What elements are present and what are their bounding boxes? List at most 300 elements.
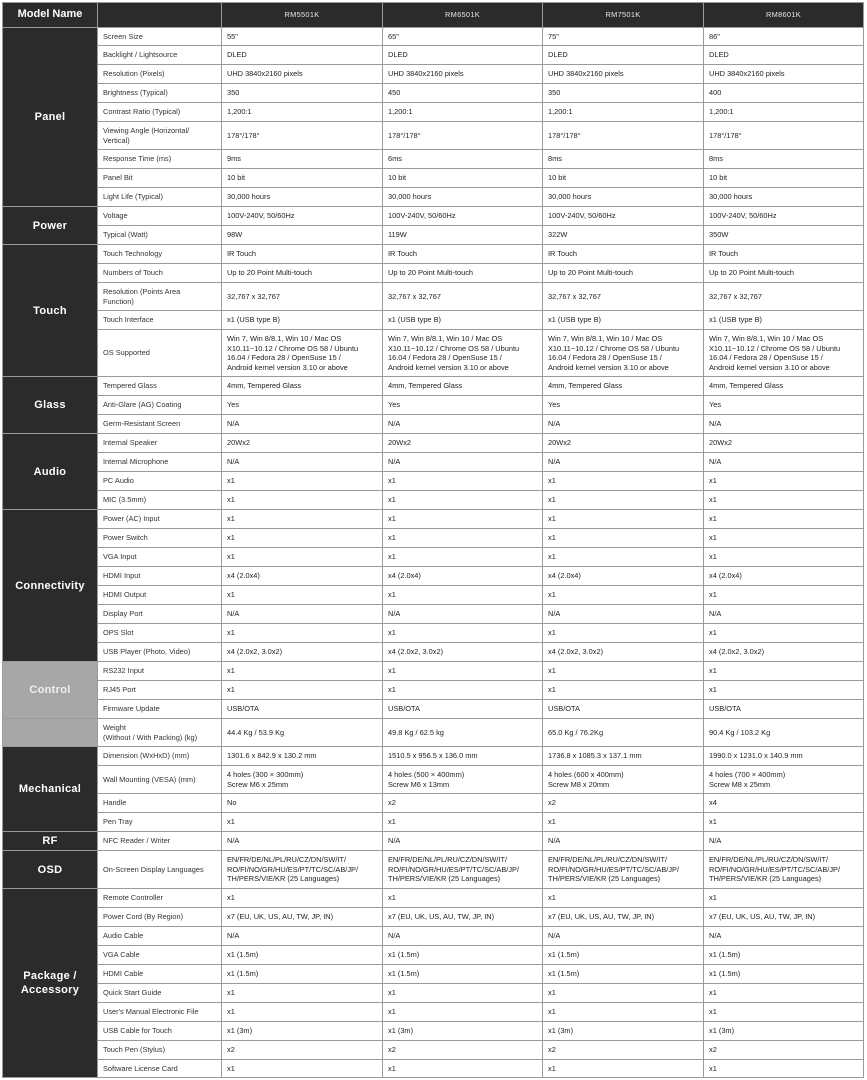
spec-value: x1 (1.5m) [383,965,543,984]
header-row [3,3,864,28]
spec-value: 9ms [222,150,383,169]
spec-label: OPS Slot [98,624,222,643]
spec-label: Touch Pen (Stylus) [98,1041,222,1060]
spec-value: 4mm, Tempered Glass [222,377,383,396]
spec-value: 32,767 x 32,767 [222,283,383,311]
spec-label: Internal Microphone [98,453,222,472]
spec-label: Response Time (ms) [98,150,222,169]
spec-value: x1 [543,984,704,1003]
table-row [3,813,864,832]
spec-value: 4mm, Tempered Glass [704,377,864,396]
spec-value: x7 (EU, UK, US, AU, TW, JP, IN) [704,908,864,927]
spec-value: 75" [543,28,704,46]
spec-label: Dimension (WxHxD) (mm) [98,747,222,766]
spec-label: HDMI Cable [98,965,222,984]
table-row [3,643,864,662]
table-row [3,965,864,984]
spec-value: 20Wx2 [383,434,543,453]
spec-value: x1 [222,1060,383,1078]
spec-value: 65" [383,28,543,46]
spec-label: Display Port [98,605,222,624]
spec-label: Panel Bit [98,169,222,188]
spec-label: Software License Card [98,1060,222,1078]
spec-value: 100V-240V, 50/60Hz [222,207,383,226]
spec-value: 10 bit [704,169,864,188]
spec-label: Audio Cable [98,927,222,946]
spec-value: x1 (USB type B) [222,311,383,330]
spec-value: Up to 20 Point Multi-touch [543,264,704,283]
spec-label: Light Life (Typical) [98,188,222,207]
spec-value: x1 [383,548,543,567]
spec-value: N/A [543,453,704,472]
spec-value: UHD 3840x2160 pixels [383,65,543,84]
table-row [3,311,864,330]
spec-label: Power Switch [98,529,222,548]
spec-label: Brightness (Typical) [98,84,222,103]
table-row [3,984,864,1003]
spec-value: x1 [222,813,383,832]
spec-value: x1 [704,624,864,643]
section-label: Control [3,662,98,719]
spec-value: 30,000 hours [222,188,383,207]
spec-value: x4 (2.0x2, 3.0x2) [543,643,704,662]
spec-value: x1 [543,889,704,908]
table-row [3,122,864,150]
spec-value: x1 [383,681,543,700]
spec-value: 4 holes (600 x 400mm) Screw M8 x 20mm [543,766,704,794]
spec-value: UHD 3840x2160 pixels [222,65,383,84]
spec-label: Contrast Ratio (Typical) [98,103,222,122]
spec-value: x2 [383,1041,543,1060]
spec-value: 350 [543,84,704,103]
spec-value: x4 (2.0x2, 3.0x2) [704,643,864,662]
table-row [3,169,864,188]
spec-value: x1 (USB type B) [383,311,543,330]
spec-value: 350 [222,84,383,103]
spec-value: x1 [704,1003,864,1022]
spec-value: x1 (USB type B) [543,311,704,330]
spec-value: x7 (EU, UK, US, AU, TW, JP, IN) [222,908,383,927]
spec-value: x1 (1.5m) [543,946,704,965]
spec-value: 100V-240V, 50/60Hz [383,207,543,226]
spec-value: 1736.8 x 1085.3 x 137.1 mm [543,747,704,766]
spec-value: x1 (USB type B) [704,311,864,330]
spec-value: x2 [704,1041,864,1060]
model-column-header: RM6501K [383,3,543,28]
spec-value: x1 (1.5m) [704,965,864,984]
spec-value: x1 (1.5m) [222,965,383,984]
section-label: Audio [3,434,98,510]
spec-label: USB Player (Photo, Video) [98,643,222,662]
spec-value: N/A [222,605,383,624]
spec-value: N/A [383,832,543,851]
spec-value: x1 [222,662,383,681]
spec-value: N/A [543,927,704,946]
spec-value: 8ms [704,150,864,169]
spec-label: Firmware Update [98,700,222,719]
section-label: Power [3,207,98,245]
spec-value: 4 holes (500 × 400mm) Screw M6 x 13mm [383,766,543,794]
spec-value: x2 [543,794,704,813]
spec-value: x1 [222,510,383,529]
spec-label: Resolution (Pixels) [98,65,222,84]
spec-value: x1 [704,681,864,700]
spec-value: 100V-240V, 50/60Hz [704,207,864,226]
spec-label: OS Supported [98,330,222,377]
table-row [3,103,864,122]
spec-value: 10 bit [383,169,543,188]
spec-value: x1 [704,984,864,1003]
table-row [3,330,864,377]
spec-value: N/A [222,927,383,946]
spec-value: Win 7, Win 8/8.1, Win 10 / Mac OS X10.11~10.12 / Chrome OS 58 / Ubuntu 16.04 / Fedora 28 / OpenSuse 15 / Android kernel version 3.10 or above [383,330,543,377]
spec-value: x1 [383,1060,543,1078]
table-row [3,700,864,719]
spec-value: x1 [543,548,704,567]
table-row [3,1041,864,1060]
spec-value: x1 [704,510,864,529]
spec-value: 6ms [383,150,543,169]
spec-value: N/A [222,453,383,472]
spec-value: N/A [222,832,383,851]
spec-value: 400 [704,84,864,103]
spec-value: x1 [543,813,704,832]
spec-value: x1 [383,491,543,510]
spec-value: x4 (2.0x4) [383,567,543,586]
spec-value: x1 (1.5m) [704,946,864,965]
spec-value: x1 [383,662,543,681]
spec-value: 1,200:1 [383,103,543,122]
spec-value: 1510.5 x 956.5 x 136.0 mm [383,747,543,766]
spec-value: 178°/178° [383,122,543,150]
table-row [3,415,864,434]
spec-label: HDMI Input [98,567,222,586]
spec-value: x4 (2.0x2, 3.0x2) [222,643,383,662]
spec-value: x1 [222,984,383,1003]
spec-value: EN/FR/DE/NL/PL/RU/CZ/DN/SW/IT/ RO/FI/NO/GR/HU/ES/PT/TC/SC/AB/JP/ TH/PERS/VIE/KR (25 Languages) [383,851,543,889]
spec-value: x1 [543,586,704,605]
spec-value: 65.0 Kg / 76.2Kg [543,719,704,747]
spec-table [2,2,864,1078]
spec-value: N/A [543,605,704,624]
spec-label: NFC Reader / Writer [98,832,222,851]
spec-value: IR Touch [543,245,704,264]
spec-value: x1 (3m) [543,1022,704,1041]
table-row [3,283,864,311]
spec-value: Up to 20 Point Multi-touch [383,264,543,283]
table-row [3,377,864,396]
spec-value: 55" [222,28,383,46]
table-row [3,766,864,794]
table-row [3,586,864,605]
spec-label: Tempered Glass [98,377,222,396]
spec-value: 30,000 hours [383,188,543,207]
spec-value: Yes [383,396,543,415]
spec-value: x1 [222,491,383,510]
spec-label: Resolution (Points Area Function) [98,283,222,311]
spec-value: x1 [543,529,704,548]
spec-label: Handle [98,794,222,813]
section-label: Glass [3,377,98,434]
spec-value: x1 [543,510,704,529]
spec-value: x1 [704,548,864,567]
spec-value: N/A [704,605,864,624]
spec-value: 44.4 Kg / 53.9 Kg [222,719,383,747]
spec-value: 100V-240V, 50/60Hz [543,207,704,226]
section-label: RF [3,832,98,851]
table-row [3,188,864,207]
spec-value: x1 [543,1060,704,1078]
spec-value: Win 7, Win 8/8.1, Win 10 / Mac OS X10.11~10.12 / Chrome OS 58 / Ubuntu 16.04 / Fedora 28 / OpenSuse 15 / Android kernel version 3.10 or above [704,330,864,377]
spec-value: N/A [383,605,543,624]
section-label: Mechanical [3,747,98,832]
spec-value: x1 (1.5m) [222,946,383,965]
spec-value: x2 [543,1041,704,1060]
table-row [3,719,864,747]
spec-value: 322W [543,226,704,245]
spec-value: Yes [222,396,383,415]
model-column-header: RM5501K [222,3,383,28]
spec-value: x4 (2.0x4) [543,567,704,586]
spec-label: Numbers of Touch [98,264,222,283]
spec-value: x4 [704,794,864,813]
spec-value: 32,767 x 32,767 [543,283,704,311]
table-row [3,529,864,548]
model-name-header: Model Name [3,3,98,28]
spec-value: N/A [383,415,543,434]
table-row [3,908,864,927]
spec-value: 86" [704,28,864,46]
section-label: Connectivity [3,510,98,662]
table-row [3,226,864,245]
spec-label: Power Cord (By Region) [98,908,222,927]
spec-value: USB/OTA [383,700,543,719]
label-column-header [98,3,222,28]
spec-label: MIC (3.5mm) [98,491,222,510]
spec-value: x1 [704,889,864,908]
spec-value: N/A [704,832,864,851]
section-label: OSD [3,851,98,889]
spec-value: x1 [704,1060,864,1078]
spec-value: x1 [543,662,704,681]
spec-value: x1 [222,1003,383,1022]
table-row [3,946,864,965]
spec-value: x1 [704,529,864,548]
spec-value: 350W [704,226,864,245]
spec-label: Viewing Angle (Horizontal/ Vertical) [98,122,222,150]
spec-label: HDMI Output [98,586,222,605]
table-row [3,472,864,491]
spec-value: DLED [704,46,864,65]
spec-value: 1,200:1 [704,103,864,122]
spec-value: 4 holes (300 × 300mm) Screw M6 x 25mm [222,766,383,794]
spec-value: 30,000 hours [704,188,864,207]
table-row [3,605,864,624]
spec-label: Power (AC) Input [98,510,222,529]
spec-value: x1 [383,529,543,548]
spec-value: x1 [543,624,704,643]
table-row [3,264,864,283]
spec-value: Yes [704,396,864,415]
spec-value: 4 holes (700 × 400mm) Screw M8 x 25mm [704,766,864,794]
spec-value: 4mm, Tempered Glass [543,377,704,396]
spec-value: N/A [383,453,543,472]
spec-value: 10 bit [543,169,704,188]
spec-value: IR Touch [222,245,383,264]
spec-value: x1 [543,681,704,700]
table-row [3,1022,864,1041]
spec-value: 32,767 x 32,767 [704,283,864,311]
table-row [3,832,864,851]
spec-value: 119W [383,226,543,245]
spec-value: UHD 3840x2160 pixels [704,65,864,84]
table-row [3,84,864,103]
spec-value: x4 (2.0x4) [704,567,864,586]
spec-value: IR Touch [383,245,543,264]
spec-value: x1 [383,586,543,605]
spec-value: N/A [704,415,864,434]
spec-value: Yes [543,396,704,415]
spec-label: Backlight / Lightsource [98,46,222,65]
table-row [3,747,864,766]
spec-value: 20Wx2 [704,434,864,453]
spec-value: x2 [222,1041,383,1060]
spec-label: Screen Size [98,28,222,46]
spec-value: 1301.6 x 842.9 x 130.2 mm [222,747,383,766]
spec-label: On-Screen Display Languages [98,851,222,889]
table-row [3,927,864,946]
spec-value: 178°/178° [543,122,704,150]
spec-value: 20Wx2 [222,434,383,453]
spec-value: 98W [222,226,383,245]
spec-value: x1 [222,624,383,643]
spec-value: 20Wx2 [543,434,704,453]
spec-value: x7 (EU, UK, US, AU, TW, JP, IN) [543,908,704,927]
section-label [3,719,98,747]
spec-label: Germ-Resistant Screen [98,415,222,434]
spec-value: No [222,794,383,813]
spec-value: x1 [383,984,543,1003]
spec-value: x1 [222,472,383,491]
spec-value: x1 [704,662,864,681]
table-row [3,245,864,264]
spec-value: x1 (3m) [222,1022,383,1041]
table-row [3,624,864,643]
spec-value: 178°/178° [704,122,864,150]
spec-value: x2 [383,794,543,813]
spec-value: USB/OTA [543,700,704,719]
spec-value: 90.4 Kg / 103.2 Kg [704,719,864,747]
spec-value: x4 (2.0x4) [222,567,383,586]
spec-value: x1 [704,472,864,491]
table-row [3,510,864,529]
spec-value: 10 bit [222,169,383,188]
spec-value: x1 (3m) [704,1022,864,1041]
table-row [3,207,864,226]
table-row [3,681,864,700]
spec-value: N/A [383,927,543,946]
spec-value: x1 [383,889,543,908]
spec-value: 49.8 Kg / 62.5 kg [383,719,543,747]
spec-value: Up to 20 Point Multi-touch [704,264,864,283]
spec-value: Win 7, Win 8/8.1, Win 10 / Mac OS X10.11~10.12 / Chrome OS 58 / Ubuntu 16.04 / Fedora 28 / OpenSuse 15 / Android kernel version 3.10 or above [222,330,383,377]
section-label: Panel [3,28,98,207]
model-column-header: RM7501K [543,3,704,28]
spec-value: UHD 3840x2160 pixels [543,65,704,84]
spec-value: x1 [543,472,704,491]
table-row [3,434,864,453]
spec-value: USB/OTA [222,700,383,719]
spec-value: x1 [704,813,864,832]
spec-value: x1 (1.5m) [383,946,543,965]
spec-value: IR Touch [704,245,864,264]
table-row [3,1060,864,1078]
spec-value: 1,200:1 [543,103,704,122]
table-row [3,548,864,567]
spec-label: Quick Start Guide [98,984,222,1003]
table-row [3,453,864,472]
spec-body [3,28,864,1078]
table-row [3,794,864,813]
spec-value: 4mm, Tempered Glass [383,377,543,396]
table-row [3,491,864,510]
table-row [3,851,864,889]
spec-value: x1 [543,491,704,510]
spec-value: DLED [383,46,543,65]
spec-value: EN/FR/DE/NL/PL/RU/CZ/DN/SW/IT/ RO/FI/NO/GR/HU/ES/PT/TC/SC/AB/JP/ TH/PERS/VIE/KR (25 Languages) [704,851,864,889]
section-label: Touch [3,245,98,377]
spec-value: 178°/178° [222,122,383,150]
table-row [3,396,864,415]
spec-label: VGA Input [98,548,222,567]
table-row [3,46,864,65]
spec-value: N/A [222,415,383,434]
spec-value: x1 [383,1003,543,1022]
spec-value: x1 [222,889,383,908]
model-column-header: RM8601K [704,3,864,28]
spec-label: Voltage [98,207,222,226]
spec-label: Touch Technology [98,245,222,264]
spec-label: PC Audio [98,472,222,491]
spec-value: DLED [543,46,704,65]
spec-label: RS232 Input [98,662,222,681]
spec-value: x1 [543,1003,704,1022]
table-row [3,65,864,84]
spec-value: x1 [704,491,864,510]
table-row [3,567,864,586]
spec-value: x1 [383,472,543,491]
spec-label: Remote Controller [98,889,222,908]
table-row [3,28,864,46]
spec-label: Internal Speaker [98,434,222,453]
spec-value: 30,000 hours [543,188,704,207]
spec-value: 450 [383,84,543,103]
spec-value: USB/OTA [704,700,864,719]
spec-label: USB Cable for Touch [98,1022,222,1041]
section-label: Package / Accessory [3,889,98,1078]
spec-value: 8ms [543,150,704,169]
spec-value: N/A [704,453,864,472]
spec-value: Up to 20 Point Multi-touch [222,264,383,283]
spec-label: Typical (Watt) [98,226,222,245]
table-row [3,150,864,169]
spec-value: x1 [383,813,543,832]
spec-value: x1 (1.5m) [543,965,704,984]
spec-value: EN/FR/DE/NL/PL/RU/CZ/DN/SW/IT/ RO/FI/NO/GR/HU/ES/PT/TC/SC/AB/JP/ TH/PERS/VIE/KR (25 Languages) [222,851,383,889]
spec-value: x1 [383,510,543,529]
spec-label: Pen Tray [98,813,222,832]
spec-value: x1 [222,529,383,548]
